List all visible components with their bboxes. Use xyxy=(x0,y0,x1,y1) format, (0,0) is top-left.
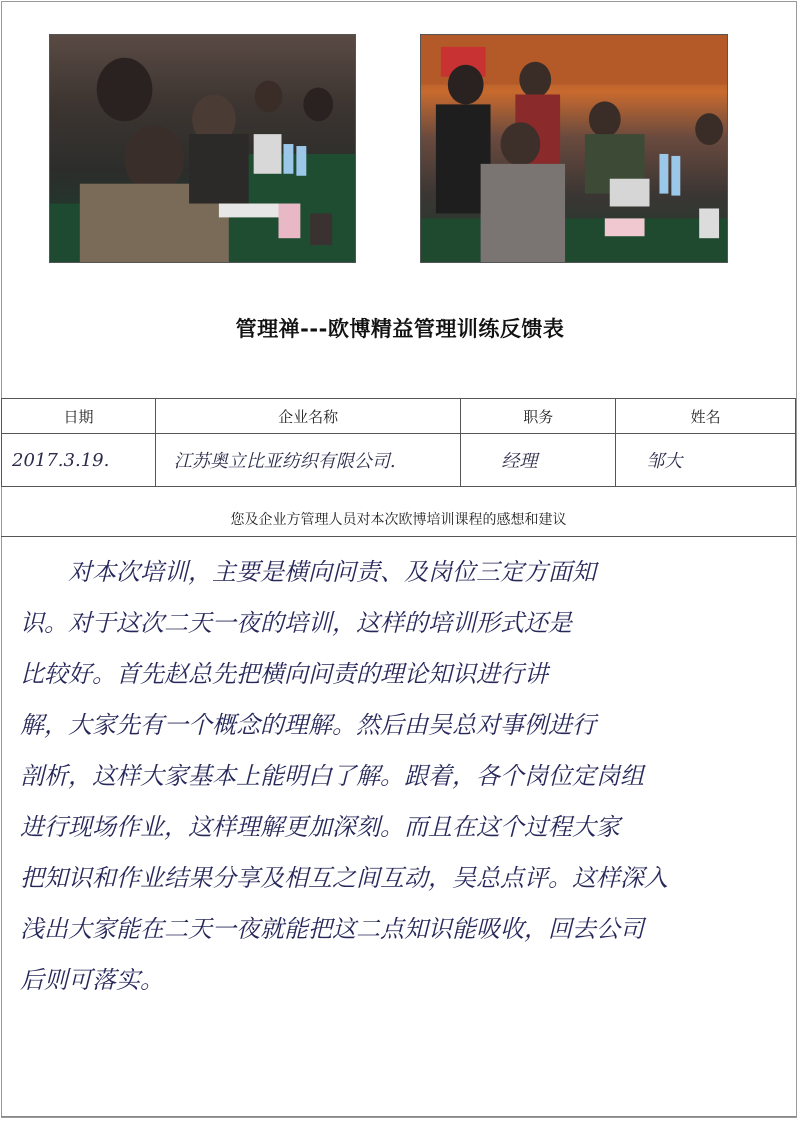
training-photo-left xyxy=(49,34,356,263)
training-photo-right xyxy=(420,34,728,263)
info-table xyxy=(1,398,796,487)
suggestion-label: 您及企业方管理人员对本次欧博培训课程的感想和建议 xyxy=(1,503,796,537)
info-value-row xyxy=(2,434,796,487)
feedback-line: 解，大家先有一个概念的理解。然后由吴总对事例进行 xyxy=(20,711,596,739)
feedback-line: 对本次培训，主要是横向问责、及岗位三定方面知 xyxy=(68,558,596,586)
feedback-line: 后则可落实。 xyxy=(20,966,164,994)
position-value: 经理 xyxy=(461,434,616,487)
date-value: 2017.3.19. xyxy=(2,434,156,487)
feedback-line: 进行现场作业，这样理解更加深刻。而且在这个过程大家 xyxy=(20,813,620,841)
company-header: 企业名称 xyxy=(155,399,461,434)
date-header: 日期 xyxy=(2,399,156,434)
feedback-line: 识。对于这次二天一夜的培训，这样的培训形式还是 xyxy=(20,609,572,637)
feedback-line: 比较好。首先赵总先把横向问责的理论知识进行讲 xyxy=(20,660,548,688)
name-header: 姓名 xyxy=(616,399,796,434)
feedback-line: 浅出大家能在二天一夜就能把这二点知识能吸收，回去公司 xyxy=(20,915,644,943)
feedback-line: 剖析，这样大家基本上能明白了解。跟着，各个岗位定岗组 xyxy=(20,762,644,790)
position-header: 职务 xyxy=(461,399,616,434)
name-value: 邹大 xyxy=(616,434,796,487)
info-header-row xyxy=(2,399,796,434)
bottom-rule xyxy=(1,1116,796,1117)
handwritten-feedback xyxy=(20,547,790,1006)
company-value: 江苏奥立比亚纺织有限公司. xyxy=(155,434,461,487)
feedback-line: 把知识和作业结果分享及相互之间互动，吴总点评。这样深入 xyxy=(20,864,668,892)
form-title: 管理禅---欧博精益管理训练反馈表 xyxy=(235,317,565,341)
